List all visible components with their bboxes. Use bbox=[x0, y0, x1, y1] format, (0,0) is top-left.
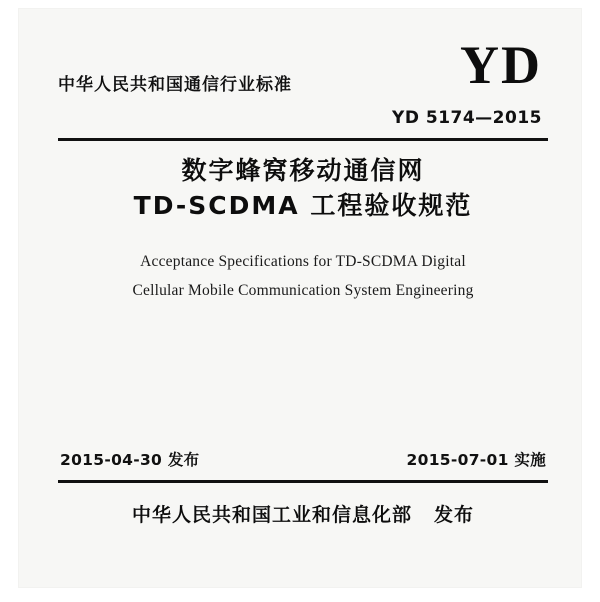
cover-content bbox=[58, 8, 548, 588]
title-line-1: 数字蜂窝移动通信网 bbox=[181, 156, 425, 185]
issue-date: 2015-04-30 发布 bbox=[60, 451, 200, 469]
title-line-2: TD-SCDMA 工程验收规范 bbox=[133, 190, 473, 220]
subtitle-line-1: Acceptance Specifications for TD-SCDMA Digital bbox=[140, 253, 466, 270]
standard-number: YD 5174—2015 bbox=[392, 108, 542, 128]
divider-top bbox=[58, 138, 548, 141]
cover-header bbox=[58, 35, 548, 108]
effective-date: 2015-07-01 实施 bbox=[406, 451, 546, 469]
divider-bottom bbox=[58, 480, 548, 483]
dates-row bbox=[58, 448, 548, 472]
publisher-organization: 中华人民共和国工业和信息化部 bbox=[131, 504, 412, 526]
standard-series-line: 中华人民共和国通信行业标准 bbox=[58, 75, 292, 95]
publisher-line bbox=[58, 500, 548, 527]
publisher-verb: 发布 bbox=[434, 504, 475, 526]
title-block bbox=[58, 154, 548, 223]
subtitle-block bbox=[58, 248, 548, 305]
subtitle-line-2: Cellular Mobile Communication System Engineering bbox=[132, 281, 474, 299]
cover-sheet bbox=[18, 8, 582, 588]
yd-logo: YD bbox=[460, 35, 542, 95]
